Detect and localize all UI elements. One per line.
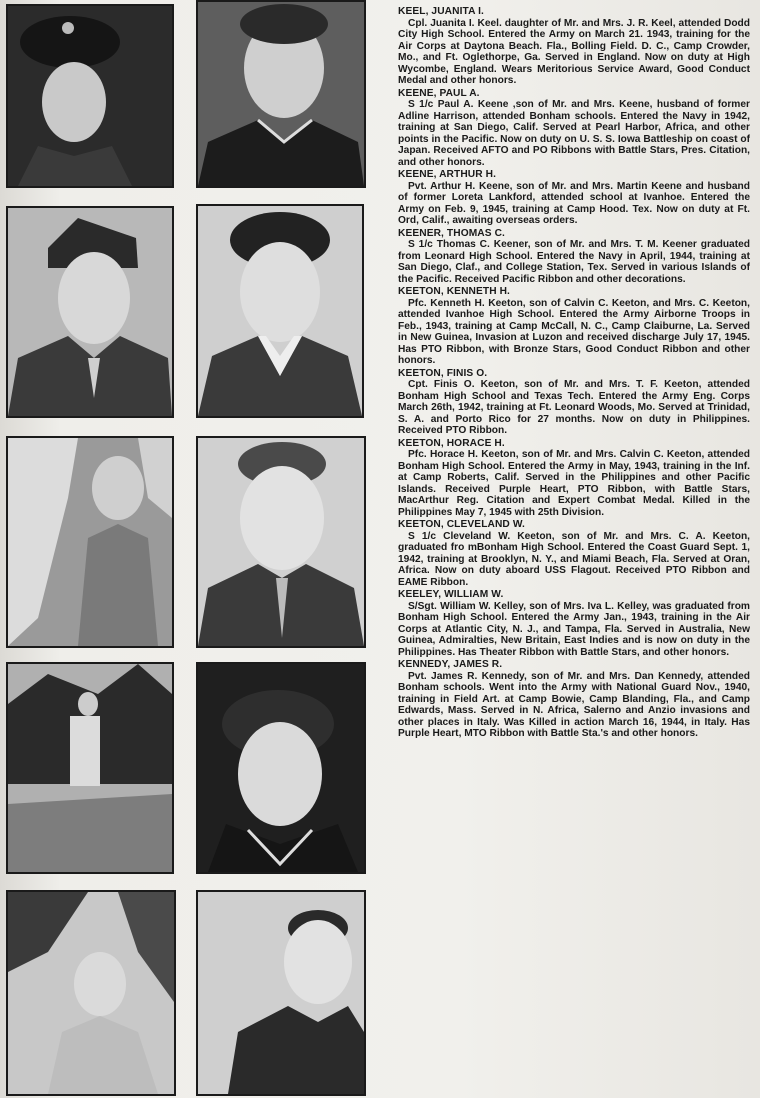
bio-text: Cpl. Juanita I. Keel. daughter of Mr. and Mrs. J. R. Keel, attended Dodd City High School. Entered the Army on March 21. 1943, training for the Air Corps at Daytona Beach. Fla., Bolling Field. D. C., Camp Crowder, Mo., and Ft. Oglethorpe, Ga. Served in England. Now on duty at High Wycombe, England. Wears Meritorious Service Award, Good Conduct Medal and other honors. [398, 17, 750, 86]
portrait-photo-keeton-cleveland [196, 662, 366, 874]
bio-entry [398, 438, 750, 519]
bio-text: S 1/c Cleveland W. Keeton, son of Mr. and Mrs. C. A. Keeton, graduated fro mBonham High School. Entered the Coast Guard Sept. 1, 1942, training at Brooklyn, N. Y., and Miami Beach, Fla. Served at Oran, Africa. Now on duty aboard USS Flagout. Received PTO Ribbon and EAME Ribbon. [398, 530, 750, 588]
bio-text: S 1/c Paul A. Keene ,son of Mr. and Mrs. Keene, husband of former Adline Harrison, attended Bonham schools. Entered the Navy in 1942, training at San Diego, Calif. Served at Pearl Harbor, Africa, and other points in the Pacific. Now on duty on U. S. S. Iowa Battleship on coast of Japan. Received AFTO and PO Ribbons with Battle Stars, Pres. Citation, and other honors. [398, 99, 750, 168]
bio-name: KEETON, FINIS O. [398, 367, 488, 379]
bio-entry [398, 519, 750, 588]
bio-text: Pfc. Horace H. Keeton, son of Mr. and Mrs. Calvin C. Keeton, attended Bonham High School. Entered the Army in May, 1943, training in the Inf. at Camp Roberts, Calif. Served in the Philippines and other Pacific Islands. Received Purple Heart, PTO Ribbon, with Battle Stars, MacArthur Reg. Citation and Expert Combat Medal. Killed in the Philippines May 7, 1945 with 25th Division. [398, 449, 750, 518]
portrait-photo-keeton-finis [196, 436, 366, 648]
bio-entry [398, 88, 750, 169]
portrait-photo-keene-paul [196, 0, 366, 188]
bio-entry [398, 589, 750, 658]
portrait-photo-keel-juanita [6, 4, 174, 188]
portrait-photo-keener-thomas [196, 204, 364, 418]
bio-text: Pvt. Arthur H. Keene, son of Mr. and Mrs. Martin Keene and husband of former Loreta Lankford, attended school at Ivanhoe. Entered the Army on Feb. 9, 1945, training at Camp Hood. Tex. Now on duty at Ft. Ord, Calif., awaiting overseas orders. [398, 180, 750, 226]
bio-name: KEETON, HORACE H. [398, 437, 505, 449]
bio-entry [398, 659, 750, 740]
bio-text: Pvt. James R. Kennedy, son of Mr. and Mrs. Dan Kennedy, attended Bonham schools. Went into the Army with National Guard Nov., 1940, training in Field Art. at Camp Bowie, Camp Blanding, Fla., and Camp Edwards, Mass. Served in N. Africa, Salerno and Anzio invasions and other places in Italy. Was Killed in action March 16, 1944, in Italy. Has Purple Heart, MTO Ribbon with Battle Sta.'s and other honors. [398, 670, 750, 739]
portrait-photo-keeton-horace [6, 662, 174, 874]
bio-name: KEELEY, WILLIAM W. [398, 589, 504, 600]
bio-name: KEENER, THOMAS C. [398, 227, 505, 239]
bio-entry [398, 286, 750, 367]
bio-name: KEENE, ARTHUR H. [398, 169, 497, 180]
bio-entry [398, 228, 750, 286]
portrait-photo-kennedy-james [196, 890, 366, 1096]
portrait-photo-keeton-kenneth [6, 436, 174, 648]
bio-name: KEENE, PAUL A. [398, 87, 480, 99]
bio-name: KEETON, KENNETH H. [398, 286, 510, 297]
bio-name: KEETON, CLEVELAND W. [398, 519, 525, 530]
bio-text: Pfc. Kenneth H. Keeton, son of Calvin C. Keeton, and Mrs. C. Keeton, attended Ivanhoe High School. Entered the Army Airborne Troops in Feb., 1943, training at Camp McCall, N. C., Camp Claiburne, La. Served in New Guinea, Invasion at Luzon and received discharge July 17, 1945. Has PTO Ribbon, with Bronze Stars, Good Conduct Ribbon and other honors. [398, 297, 750, 366]
portrait-photo-keeley-william [6, 890, 176, 1096]
bio-entry [398, 368, 750, 437]
bio-entry [398, 169, 750, 227]
biography-column [398, 6, 750, 1094]
bio-text: S/Sgt. William W. Kelley, son of Mrs. Iva L. Kelley, was graduated from Bonham High School. Entered the Army Jan., 1943, training in the Air Corps at Atlantic City, N. J., and Tampa, Fla. Served in Australia, New Guinea, Admiralties, New Britain, East Indies and is now on duty in the Philippines. Has Theater Ribbon with Battle Stars, and other honors. [398, 600, 750, 658]
portrait-photo-keene-arthur [6, 206, 174, 418]
bio-name: KENNEDY, JAMES R. [398, 659, 503, 670]
bio-text: S 1/c Thomas C. Keener, son of Mr. and Mrs. T. M. Keener graduated from Leonard High School. Entered the Navy in April, 1944, training at San Diego, Claf., and College Station, Tex. Served in various Islands of the Pacific. Received Pacific Ribbon and other decorations. [398, 239, 750, 285]
bio-text: Cpt. Finis O. Keeton, son of Mr. and Mrs. T. F. Keeton, attended Bonham High School and Texas Tech. Entered the Army Eng. Corps March 26th, 1942, training at Ft. Leonard Woods, Mo. Served at Trinidad, S. A. and Porto Rico for 27 months. Now on duty in Philippines. Received PTO Ribbon. [398, 379, 750, 436]
bio-entry [398, 6, 750, 87]
bio-name: KEEL, JUANITA I. [398, 6, 484, 17]
